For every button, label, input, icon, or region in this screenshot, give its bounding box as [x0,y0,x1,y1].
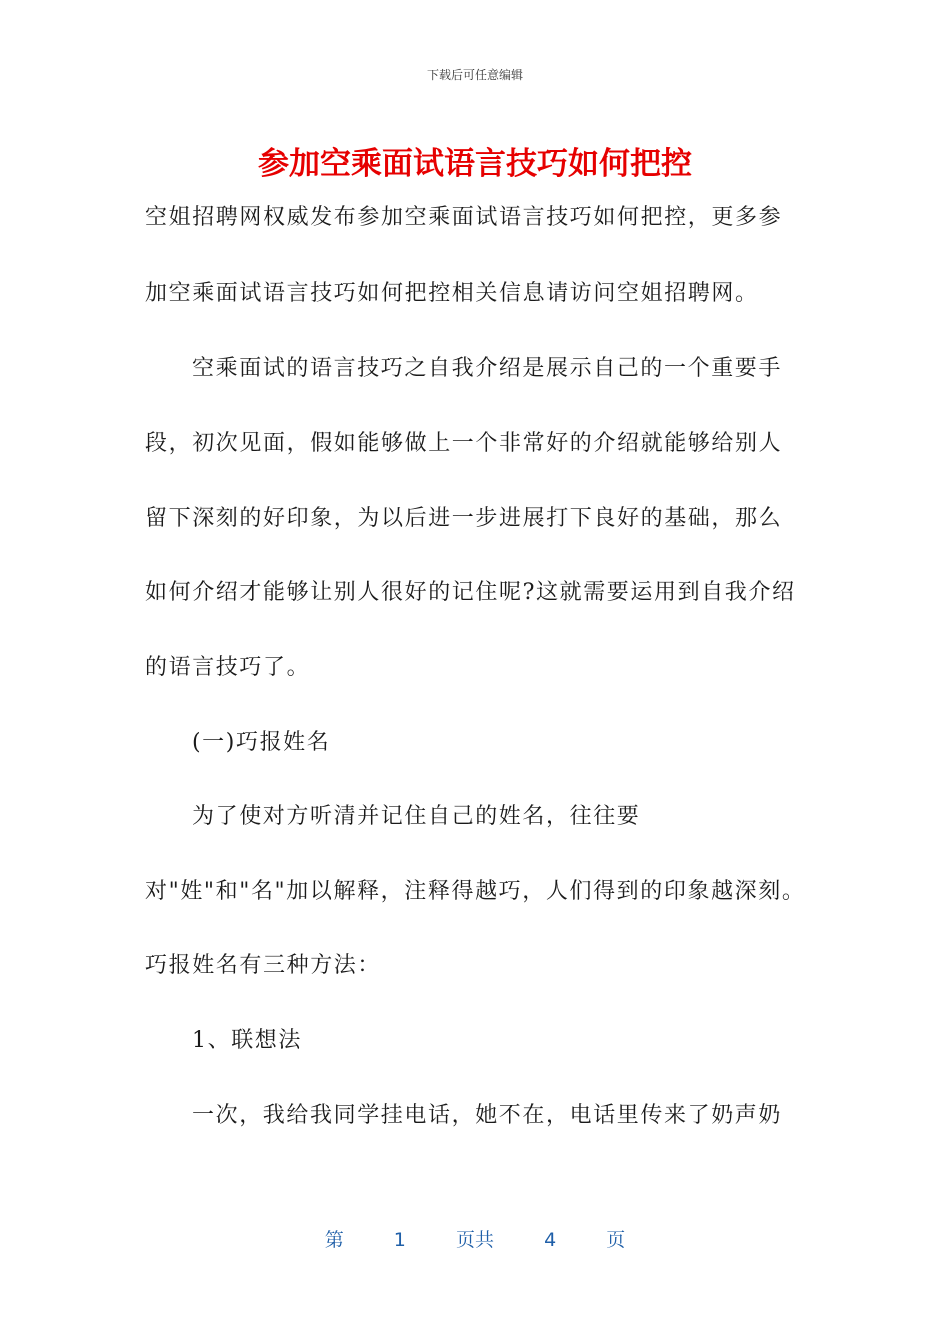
header-note: 下载后可任意编辑 [426,68,523,82]
footer-prefix: 第 [324,1229,344,1251]
paragraph-line: 的语言技巧了。 [145,655,311,680]
paragraph-line: 空乘面试的语言技巧之自我介绍是展示自己的一个重要手 [192,356,783,381]
paragraph-line: 留下深刻的好印象，为以后进一步进展打下良好的基础，那么 [145,506,783,531]
page-footer [0,1225,950,1252]
paragraph-line: 如何介绍才能够让别人很好的记住呢?这就需要运用到自我介绍 [145,580,796,605]
footer-suffix: 页 [606,1229,626,1251]
paragraph-line: 巧报姓名有三种方法： [145,953,382,978]
section-heading: (一)巧报姓名 [192,730,331,755]
list-item-heading: 1、联想法 [192,1028,302,1053]
document-title: 参加空乘面试语言技巧如何把控 [258,146,692,182]
paragraph-line: 对"姓"和"名"加以解释，注释得越巧，人们得到的印象越深刻。 [145,879,806,904]
paragraph-line: 为了使对方听清并记住自己的姓名，往往要 [192,804,641,829]
paragraph-line: 空姐招聘网权威发布参加空乘面试语言技巧如何把控，更多参 [145,205,783,230]
total-pages-number: 4 [544,1229,557,1251]
paragraph-line: 加空乘面试语言技巧如何把控相关信息请访问空姐招聘网。 [145,281,759,306]
paragraph-line: 段，初次见面，假如能够做上一个非常好的介绍就能够给别人 [145,431,783,456]
current-page-number: 1 [393,1229,406,1251]
paragraph-line: 一次，我给我同学挂电话，她不在，电话里传来了奶声奶 [192,1103,783,1128]
footer-mid: 页共 [455,1229,494,1251]
